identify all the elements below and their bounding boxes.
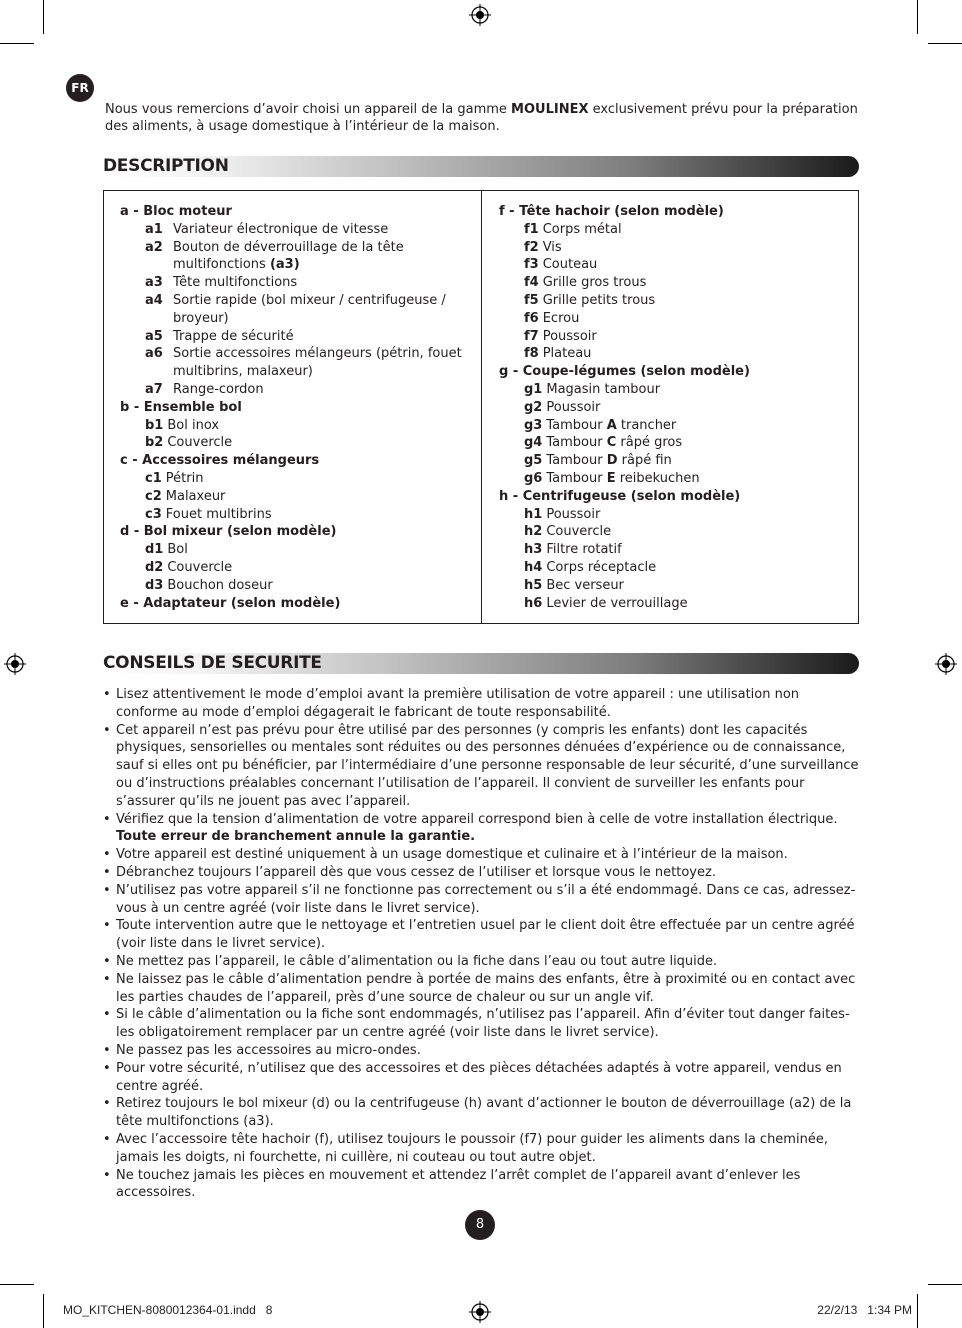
- list-item: [499, 399, 849, 417]
- list-item: [120, 274, 470, 292]
- item-text: Magasin tambour: [546, 381, 661, 397]
- list-item: • Ne mettez pas l’appareil, le câble d’alimentation ou la fiche dans l’eau ou tout autre liquide.: [103, 953, 859, 971]
- item-code: a7: [145, 381, 163, 397]
- list-item-text: Vérifiez que la tension d’alimentation de votre appareil correspond bien à celle de votre installation électrique.: [116, 811, 838, 827]
- item-code: b2: [145, 435, 164, 451]
- column-divider: [481, 191, 482, 623]
- list-item: [120, 434, 470, 452]
- item-text: Pétrin: [165, 470, 204, 486]
- item-text: Tête multifonctions: [173, 275, 298, 291]
- list-item: • Toute intervention autre que le nettoyage et l’entretien usuel par le client doit être effectuée par un centre agréé (voir liste dans le livret service).: [103, 917, 859, 953]
- list-item: [120, 221, 470, 239]
- description-header: [103, 156, 859, 177]
- list-item: [120, 381, 470, 399]
- footer-datetime: 22/2/13 1:34 PM: [817, 1303, 912, 1317]
- list-item: [120, 488, 470, 506]
- item-text: Grille gros trous: [542, 275, 647, 291]
- item-text-part: Bouton de déverrouillage de la tête multifonctions: [173, 239, 404, 273]
- item-text: Bouchon doseur: [167, 577, 273, 593]
- item-text: Tambour: [546, 470, 607, 486]
- item-text: Plateau: [542, 346, 592, 362]
- item-text: Sortie rapide (bol mixeur / centrifugeuse / broyeur): [173, 292, 446, 326]
- item-code: g6: [524, 470, 543, 486]
- item-code: c2: [145, 488, 162, 504]
- description-box: [103, 190, 859, 624]
- item-text: Filtre rotatif: [546, 542, 622, 558]
- item-code: a3: [145, 275, 163, 291]
- list-item: [120, 577, 470, 595]
- group-heading: e - Adaptateur (selon modèle): [120, 595, 341, 611]
- item-text: Poussoir: [546, 399, 601, 415]
- item-code: b1: [145, 417, 164, 433]
- group-heading: b - Ensemble bol: [120, 399, 242, 415]
- item-text: Couvercle: [167, 435, 233, 451]
- item-text: Levier de verrouillage: [546, 595, 688, 611]
- list-item: [120, 239, 470, 275]
- list-item: [103, 811, 859, 847]
- item-text: Trappe de sécurité: [173, 328, 294, 344]
- list-item: [499, 256, 849, 274]
- intro-text: Nous vous remercions d’avoir choisi un appareil de la gamme: [105, 102, 512, 117]
- list-item: [120, 559, 470, 577]
- list-item: [499, 328, 849, 346]
- list-item: [499, 274, 849, 292]
- list-item: [120, 328, 470, 346]
- item-code: g3: [524, 417, 543, 433]
- list-item: [499, 559, 849, 577]
- crop-mark: [43, 0, 44, 34]
- list-item: [499, 239, 849, 257]
- group-heading: g - Coupe-légumes (selon modèle): [499, 364, 750, 380]
- item-code: d1: [145, 542, 164, 558]
- list-item: • Ne passez pas les accessoires au micro-ondes.: [103, 1042, 859, 1060]
- item-code: a6: [145, 346, 163, 362]
- list-item-bold: Toute erreur de branchement annule la garantie.: [116, 829, 476, 845]
- item-code: h3: [524, 542, 543, 558]
- item-code: f1: [524, 221, 539, 237]
- crop-mark: [0, 43, 34, 44]
- group-heading: a - Bloc moteur: [120, 204, 232, 219]
- item-text: Bol: [167, 542, 188, 558]
- item-code: f4: [524, 275, 539, 291]
- list-item: • N’utilisez pas votre appareil s’il ne fonctionne pas correctement ou s’il a été endommagé. Dans ce cas, adressez-vous à un centre agréé (voir liste dans le livret service).: [103, 882, 859, 918]
- item-text: Couteau: [542, 257, 598, 273]
- item-text-bold: D: [606, 453, 618, 469]
- brand-name: MOULINEX: [511, 102, 589, 117]
- item-text-bold: A: [606, 417, 617, 433]
- registration-mark-icon: [935, 653, 957, 675]
- safety-header: [103, 653, 859, 674]
- item-text: Range-cordon: [173, 381, 264, 397]
- item-code: f8: [524, 346, 539, 362]
- list-item: [499, 523, 849, 541]
- item-text: Variateur électronique de vitesse: [173, 221, 389, 237]
- item-text: Corps métal: [542, 221, 622, 237]
- intro-paragraph: [105, 101, 865, 135]
- list-item: • Si le câble d’alimentation ou la fiche sont endommagés, n’utilisez pas l’appareil. Afin d’éviter tout danger faites-les obligatoirement remplacer par un centre agréé (voir liste dans le livret service).: [103, 1006, 859, 1042]
- item-code: h2: [524, 524, 543, 540]
- item-text: Tambour: [546, 435, 607, 451]
- item-text: reibekuchen: [615, 470, 700, 486]
- crop-mark: [928, 43, 962, 44]
- list-item: [499, 381, 849, 399]
- crop-mark: [0, 1284, 34, 1285]
- item-code: f3: [524, 257, 539, 273]
- item-text: Malaxeur: [165, 488, 226, 504]
- list-item: • Retirez toujours le bol mixeur (d) ou la centrifugeuse (h) avant d’actionner le bouton de déverrouillage (a2) de la tête multifonctions (a3).: [103, 1095, 859, 1131]
- item-code: g2: [524, 399, 543, 415]
- list-item: [120, 292, 470, 328]
- item-text: Poussoir: [542, 328, 597, 344]
- description-left-column: [120, 203, 470, 612]
- item-text: râpé gros: [616, 435, 683, 451]
- page-number: 8: [465, 1210, 495, 1240]
- section-title: CONSEILS DE SECURITE: [103, 653, 322, 673]
- registration-mark-icon: [469, 4, 491, 26]
- item-text: Sortie accessoires mélangeurs (pétrin, fouet multibrins, malaxeur): [173, 346, 462, 380]
- item-code: c3: [145, 506, 162, 522]
- item-text: trancher: [616, 417, 677, 433]
- item-text: Couvercle: [167, 559, 233, 575]
- item-text: Ecrou: [542, 310, 580, 326]
- item-text-bold: (a3): [269, 257, 300, 273]
- list-item: [499, 417, 849, 435]
- safety-list: [103, 686, 859, 1202]
- item-code: h5: [524, 577, 543, 593]
- item-code: a5: [145, 328, 163, 344]
- list-item: [499, 577, 849, 595]
- list-item: [499, 310, 849, 328]
- item-text: [173, 239, 470, 275]
- list-item: [120, 345, 470, 381]
- group-heading: f - Tête hachoir (selon modèle): [499, 204, 724, 219]
- item-text-bold: C: [606, 435, 617, 451]
- item-code: a2: [145, 239, 163, 255]
- list-item: [499, 595, 849, 613]
- list-item: • Pour votre sécurité, n’utilisez que des accessoires et des pièces détachées adaptés à votre appareil, vendus en centre agréé.: [103, 1060, 859, 1096]
- footer-filename: MO_KITCHEN-8080012364-01.indd 8: [63, 1303, 273, 1317]
- crop-mark: [928, 1284, 962, 1285]
- list-item: [499, 506, 849, 524]
- item-code: a4: [145, 292, 163, 308]
- list-item: [499, 470, 849, 488]
- item-code: f7: [524, 328, 539, 344]
- item-text: Bec verseur: [546, 577, 624, 593]
- section-title: DESCRIPTION: [103, 156, 229, 176]
- item-text: Grille petits trous: [542, 292, 656, 308]
- item-code: h1: [524, 506, 543, 522]
- item-text: Tambour: [546, 417, 607, 433]
- list-item: [499, 452, 849, 470]
- list-item: • Cet appareil n’est pas prévu pour être utilisé par des personnes (y compris les enfants) dont les capacités physiques, sensorielles ou mentales sont réduites ou des personnes dénuées d’expérience ou de connaissance, sauf si elles ont pu bénéficier, par l’intermédiaire d’une personne responsable de leur sécurité, d’une surveillance ou d’instructions préalables concernant l’utilisation de l’appareil. Il convient de surveiller les enfants pour s’assurer qu’ils ne jouent pas avec l’appareil.: [103, 722, 859, 811]
- item-text-bold: E: [606, 470, 616, 486]
- item-text: râpé fin: [617, 453, 672, 469]
- registration-mark-icon: [469, 1301, 491, 1323]
- group-heading: d - Bol mixeur (selon modèle): [120, 524, 337, 540]
- list-item: • Votre appareil est destiné uniquement à un usage domestique et culinaire et à l’intérieur de la maison.: [103, 846, 859, 864]
- list-item: [120, 506, 470, 524]
- list-item: [120, 417, 470, 435]
- language-badge: FR: [66, 74, 94, 102]
- item-text: Couvercle: [546, 524, 612, 540]
- list-item: [499, 541, 849, 559]
- registration-mark-icon: [4, 653, 26, 675]
- list-item: [499, 292, 849, 310]
- item-code: d2: [145, 559, 164, 575]
- list-item: [499, 434, 849, 452]
- item-code: a1: [145, 221, 163, 237]
- item-code: g1: [524, 381, 543, 397]
- item-text: Bol inox: [167, 417, 220, 433]
- description-right-column: [499, 203, 849, 612]
- list-item: • Lisez attentivement le mode d’emploi avant la première utilisation de votre appareil : une utilisation non conforme au mode d’emploi dégagerait le fabricant de toute responsabilité.: [103, 686, 859, 722]
- item-text: Fouet multibrins: [165, 506, 272, 522]
- crop-mark: [917, 1294, 918, 1328]
- crop-mark: [43, 1294, 44, 1328]
- list-item: • Avec l’accessoire tête hachoir (f), utilisez toujours le poussoir (f7) pour guider les aliments dans la cheminée, jamais les doigts, ni fourchette, ni cuillère, ni couteau ou tout autre objet.: [103, 1131, 859, 1167]
- item-code: f2: [524, 239, 539, 255]
- item-code: h4: [524, 559, 543, 575]
- list-item: • Ne touchez jamais les pièces en mouvement et attendez l’arrêt complet de l’appareil avant d’enlever les accessoires.: [103, 1167, 859, 1203]
- item-text: Corps réceptacle: [546, 559, 657, 575]
- list-item: [120, 541, 470, 559]
- item-text: Poussoir: [546, 506, 601, 522]
- group-heading: h - Centrifugeuse (selon modèle): [499, 488, 741, 504]
- list-item: • Ne laissez pas le câble d’alimentation pendre à portée de mains des enfants, être à proximité ou en contact avec les parties chaudes de l’appareil, près d’une source de chaleur ou sur un angle vif.: [103, 971, 859, 1007]
- item-code: g4: [524, 435, 543, 451]
- list-item: [120, 470, 470, 488]
- list-item: [499, 345, 849, 363]
- item-code: f5: [524, 292, 539, 308]
- group-heading: c - Accessoires mélangeurs: [120, 453, 320, 469]
- list-item: [499, 221, 849, 239]
- item-text: Tambour: [546, 453, 607, 469]
- list-item: • Débranchez toujours l’appareil dès que vous cessez de l’utiliser et lorsque vous le nettoyez.: [103, 864, 859, 882]
- item-text: Vis: [542, 239, 562, 255]
- crop-mark: [917, 0, 918, 34]
- item-code: f6: [524, 310, 539, 326]
- item-code: d3: [145, 577, 164, 593]
- item-code: h6: [524, 595, 543, 611]
- item-code: c1: [145, 470, 162, 486]
- item-code: g5: [524, 453, 543, 469]
- intro-text: exclusivement prévu pour la préparation des aliments, à usage domestique à l’intérieur de la maison.: [105, 102, 858, 134]
